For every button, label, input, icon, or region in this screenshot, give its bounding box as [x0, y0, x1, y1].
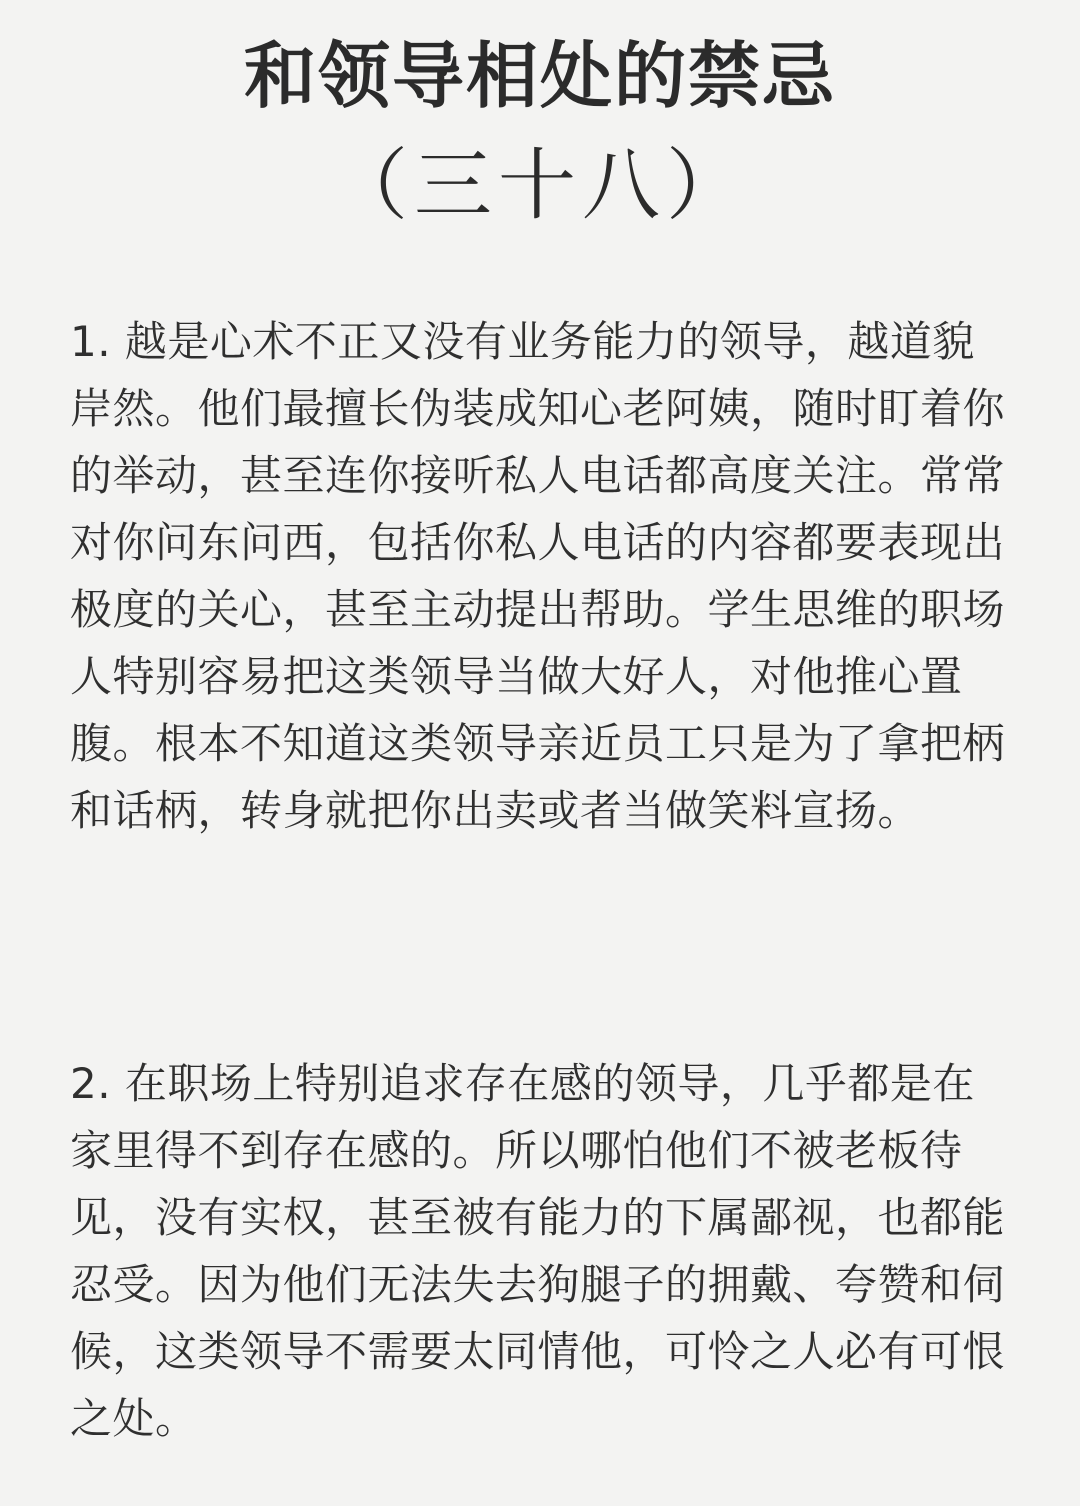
paragraph-1-block [70, 308, 1010, 844]
paragraph-1: 1. 越是心术不正又没有业务能力的领导，越道貌岸然。他们最擅长伪装成知心老阿姨，随时盯着你的举动，甚至连你接听私人电话都高度关注。常常对你问东问西，包括你私人电话的内容都要表现出极度的关心，甚至主动提出帮助。学生思维的职场人特别容易把这类领导当做大好人，对他推心置腹。根本不知道这类领导亲近员工只是为了拿把柄和话柄，转身就把你出卖或者当做笑料宣扬。 [70, 317, 1006, 835]
page-title: 和领导相处的禁忌 [243, 34, 836, 118]
paragraph-2-block [70, 1050, 1010, 1452]
page-subtitle: （三十八） [329, 141, 750, 231]
paragraph-2: 2. 在职场上特别追求存在感的领导，几乎都是在家里得不到存在感的。所以哪怕他们不被老板待见，没有实权，甚至被有能力的下属鄙视，也都能忍受。因为他们无法失去狗腿子的拥戴、夸赞和伺候，这类领导不需要太同情他，可怜之人必有可恨之处。 [70, 1059, 1006, 1443]
